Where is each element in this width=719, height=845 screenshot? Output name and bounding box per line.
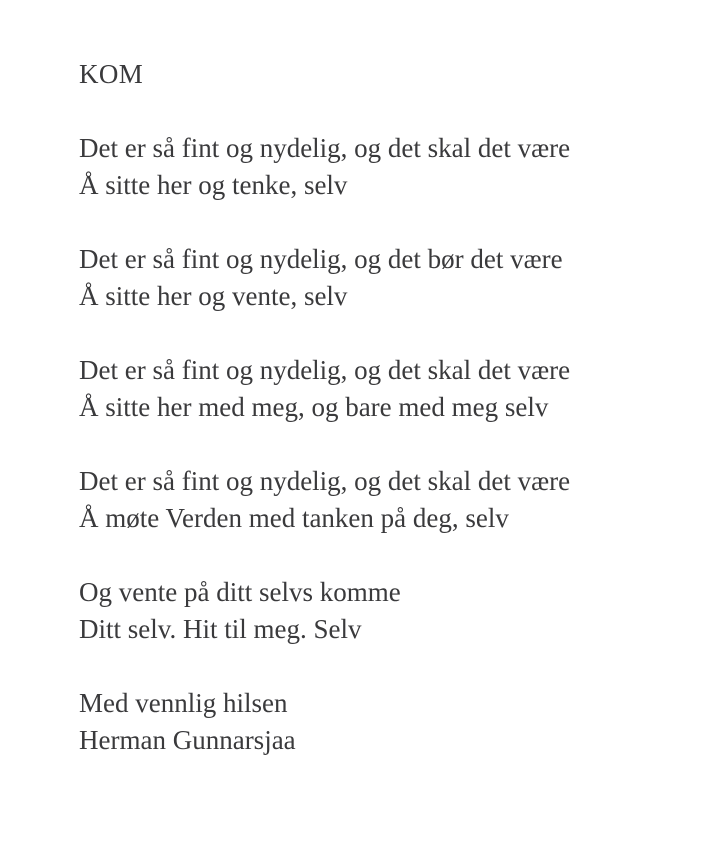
- poem-line: Å sitte her og tenke, selv: [79, 170, 348, 200]
- poem-line: Og vente på ditt selvs komme: [79, 577, 401, 607]
- page-title: KOM: [79, 59, 144, 89]
- signature-author-name: Herman Gunnarsjaa: [79, 725, 296, 755]
- poem-line: Å møte Verden med tanken på deg, selv: [79, 503, 509, 533]
- stanza: [79, 463, 679, 537]
- poem-line: Det er så fint og nydelig, og det skal det være: [79, 466, 571, 496]
- signature-block: [79, 685, 679, 759]
- stanza: [79, 130, 679, 204]
- poem-line: Det er så fint og nydelig, og det skal det være: [79, 133, 571, 163]
- poem-line: Ditt selv. Hit til meg. Selv: [79, 614, 362, 644]
- stanza: [79, 574, 679, 648]
- poem-body: [79, 130, 679, 759]
- poem-line: Å sitte her og vente, selv: [79, 281, 348, 311]
- poem-line: Det er så fint og nydelig, og det skal det være: [79, 355, 571, 385]
- signature-closing: Med vennlig hilsen: [79, 688, 288, 718]
- stanza: [79, 241, 679, 315]
- stanza: [79, 352, 679, 426]
- poem-line: Å sitte her med meg, og bare med meg selv: [79, 392, 549, 422]
- poem-line: Det er så fint og nydelig, og det bør det være: [79, 244, 563, 274]
- title-block: [79, 56, 679, 93]
